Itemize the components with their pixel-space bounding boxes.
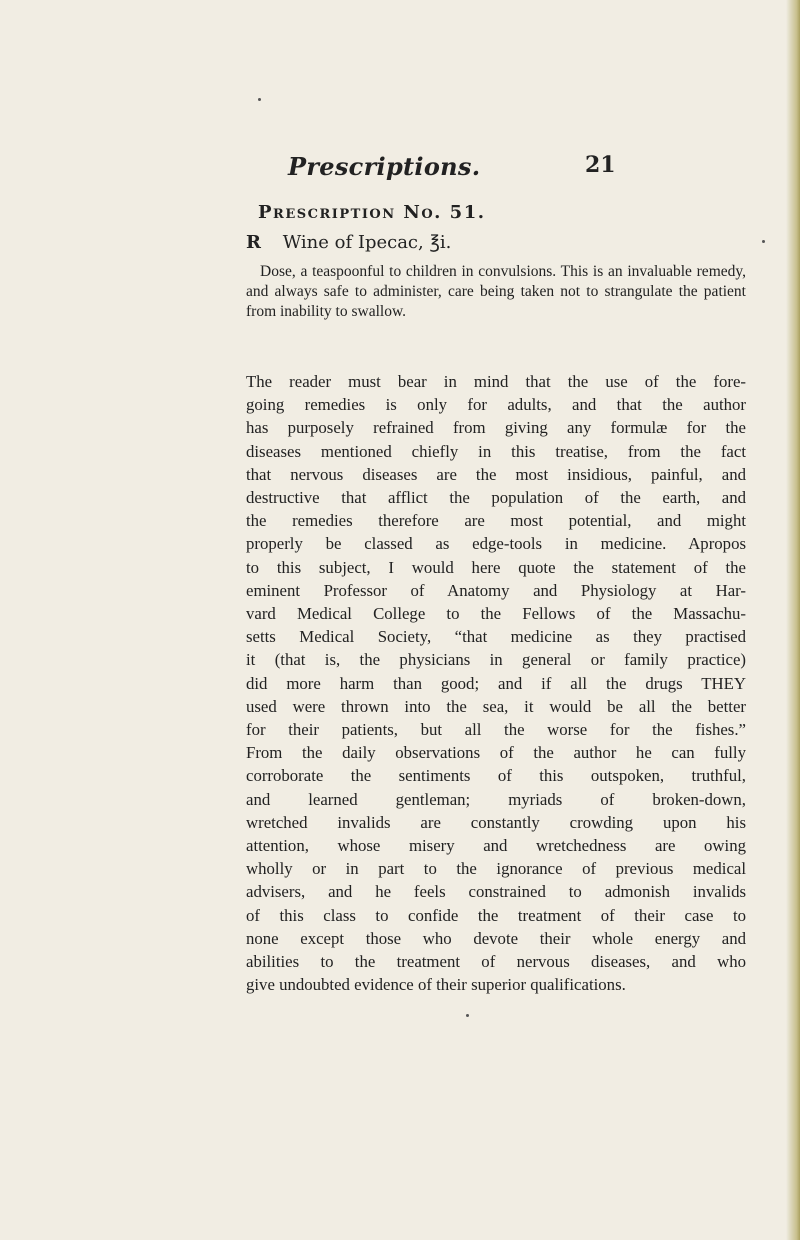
body-line: did more harm than good; and if all the drugs THEY — [246, 673, 746, 693]
body-line: to this subject, I would here quote the statement of the — [246, 557, 746, 577]
body-line: vard Medical College to the Fellows of the Massachu- — [246, 604, 746, 624]
prescription-ingredient: Wine of Ipecac, ℥i. — [282, 232, 452, 253]
body-line: setts Medical Society, “that medicine as they practised — [246, 627, 746, 647]
body-line: none except those who devote their whole energy and — [246, 928, 746, 948]
body-line: destructive that afflict the population of the earth, and — [246, 488, 746, 508]
page-number: 21 — [585, 152, 616, 178]
body-line: for their patients, but all the worse for the fishes.” — [246, 720, 746, 740]
body-line: properly be classed as edge-tools in medicine. Apropos — [246, 534, 746, 554]
body-line: wholly or in part to the ignorance of previous medical — [246, 859, 746, 879]
page-header — [288, 152, 748, 180]
body-line: that nervous diseases are the most insidious, painful, and — [246, 464, 746, 484]
running-title: Prescriptions. — [288, 152, 481, 181]
body-line: advisers, and he feels constrained to admonish invalids — [246, 882, 746, 902]
body-line: diseases mentioned chiefly in this treatise, from the fact — [246, 441, 746, 461]
body-line: wretched invalids are constantly crowding upon his — [246, 812, 746, 832]
dose-paragraph: Dose, a teaspoonful to children in convulsions. This is an invaluable remedy, and always safe to administer, care being taken not to strangulate the patient from inability to swallow. — [246, 263, 746, 320]
body-line: the remedies therefore are most potential, and might — [246, 511, 746, 531]
body-line: attention, whose misery and wretchedness are owing — [246, 836, 746, 856]
prescription-title: Prescription No. 51. — [258, 202, 486, 223]
prescription-ingredient-line — [246, 232, 451, 253]
body-line: The reader must bear in mind that the use of the fore- — [246, 372, 746, 391]
body-line: give undoubted evidence of their superior qualifications. — [246, 975, 626, 995]
paper-speck — [466, 1014, 469, 1017]
page-edge — [786, 0, 800, 1240]
body-line: going remedies is only for adults, and that the author — [246, 395, 746, 415]
body-line: used were thrown into the sea, it would be all the better — [246, 696, 746, 716]
body-line: From the daily observations of the author he can fully — [246, 743, 746, 763]
paper-speck — [258, 98, 261, 101]
body-paragraph — [246, 370, 746, 996]
body-line: abilities to the treatment of nervous diseases, and who — [246, 952, 746, 972]
body-line: has purposely refrained from giving any formulæ for the — [246, 418, 746, 438]
paper-speck — [762, 240, 765, 243]
body-line: corroborate the sentiments of this outspoken, truthful, — [246, 766, 746, 786]
body-line: it (that is, the physicians in general or family practice) — [246, 650, 746, 670]
body-line: of this class to confide the treatment of their case to — [246, 905, 746, 925]
body-line: eminent Professor of Anatomy and Physiology at Har- — [246, 580, 746, 600]
body-line: and learned gentleman; myriads of broken-down, — [246, 789, 746, 809]
rx-symbol: R — [246, 232, 261, 253]
